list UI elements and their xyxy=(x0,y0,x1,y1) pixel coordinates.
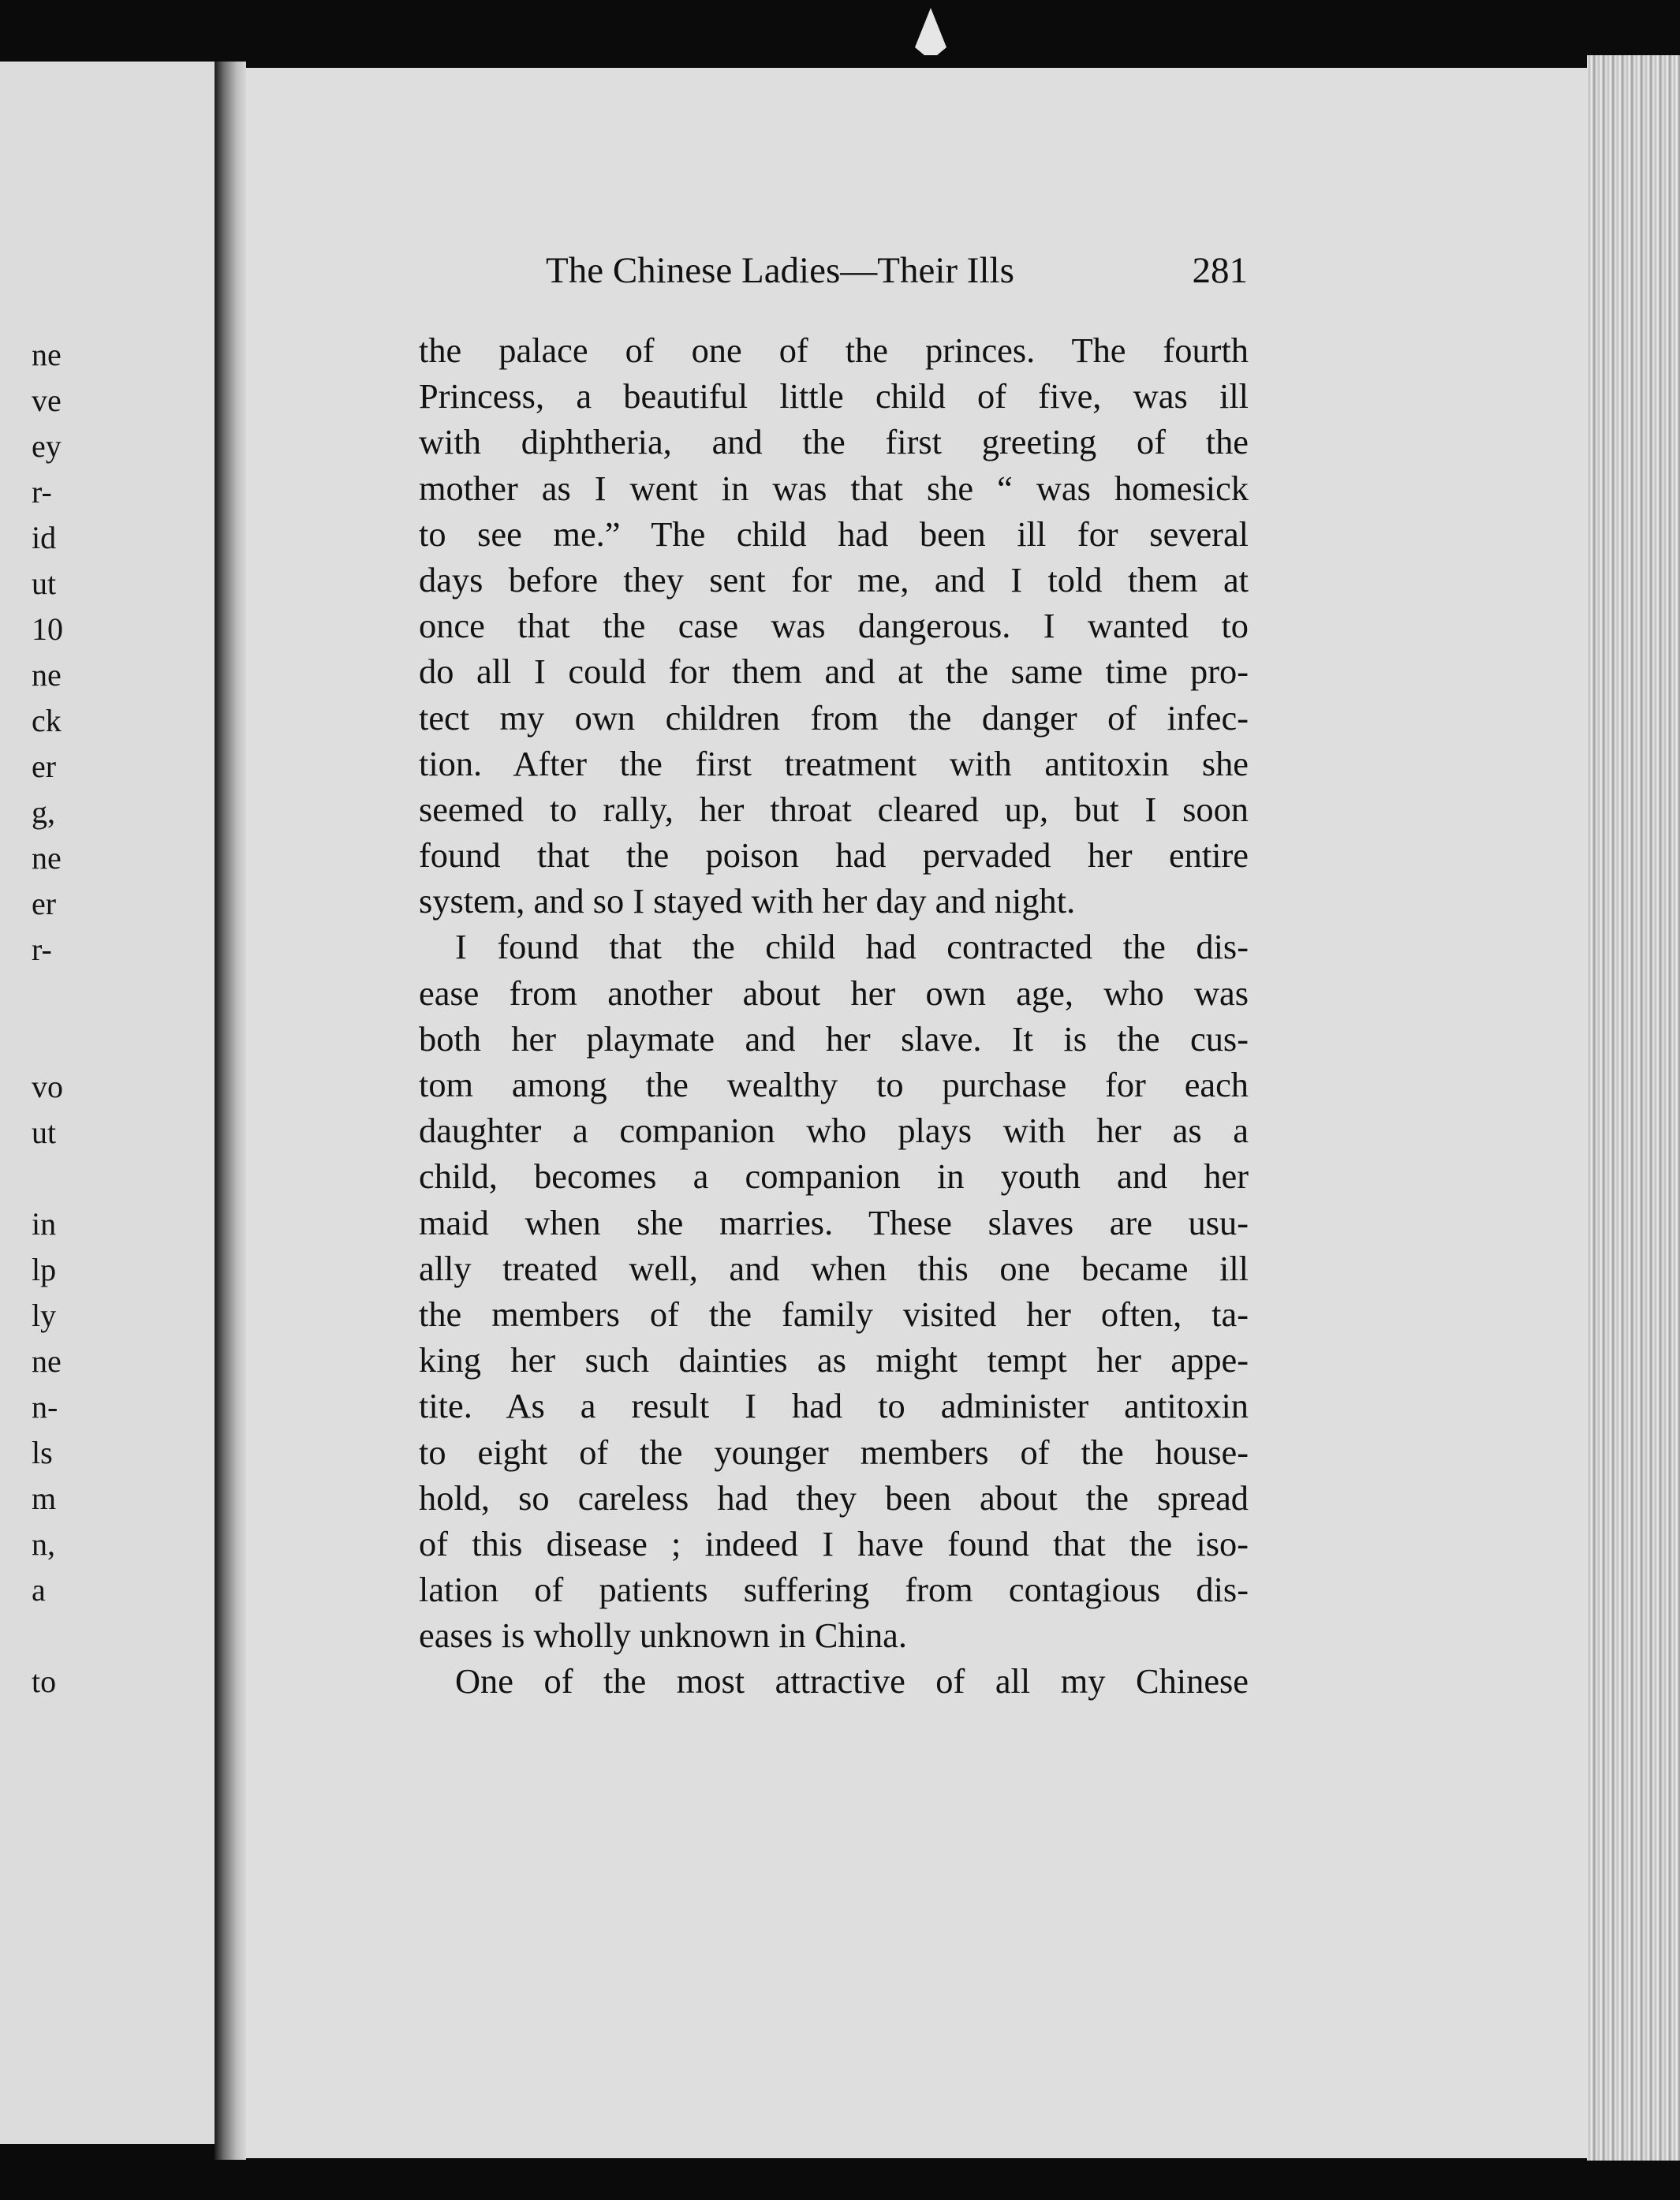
left-page-fragment: ly xyxy=(32,1298,57,1333)
text-line: to see me.” The child had been ill for several xyxy=(419,514,1249,554)
text-line: child, becomes a companion in youth and her xyxy=(419,1156,1249,1197)
book-gutter xyxy=(215,62,246,2160)
left-page-fragment: r- xyxy=(32,474,52,510)
text-line: maid when she marries. These slaves are usu- xyxy=(419,1202,1249,1242)
scan-bottom-edge xyxy=(0,2161,1680,2200)
text-line: found that the poison had pervaded her entire xyxy=(419,835,1249,876)
left-page-fragment: vo xyxy=(32,1069,63,1104)
text-line: daughter a companion who plays with her as a xyxy=(419,1111,1249,1151)
left-page-fragment: ut xyxy=(32,566,57,601)
left-page-fragment: m xyxy=(32,1481,57,1516)
body-text xyxy=(419,327,1249,1705)
text-line: to eight of the younger members of the house- xyxy=(419,1432,1249,1472)
text-line: system, and so I stayed with her day and night. xyxy=(419,881,1076,921)
left-page-fragment: ut xyxy=(32,1115,57,1150)
left-page-fragment: n- xyxy=(32,1389,58,1425)
text-line: Princess, a beautiful little child of five, was ill xyxy=(419,376,1249,416)
left-page-fragment: ne xyxy=(32,657,62,693)
left-page-fragment: ne xyxy=(32,337,62,372)
text-line: do all I could for them and at the same time pro- xyxy=(419,652,1249,692)
text-line: tite. As a result I had to administer antitoxin xyxy=(419,1386,1249,1426)
page-edges xyxy=(1587,55,1680,2185)
text-line: hold, so careless had they been about the spread xyxy=(419,1477,1249,1518)
left-page-fragment: ne xyxy=(32,1343,62,1379)
left-page-fragment: id xyxy=(32,520,57,555)
text-line: the palace of one of the princes. The fourth xyxy=(419,331,1249,370)
running-head xyxy=(546,249,1248,293)
text-line: king her such dainties as might tempt her appe- xyxy=(419,1340,1249,1380)
left-page-fragment: er xyxy=(32,886,57,921)
scan-clip-mark xyxy=(907,0,954,63)
running-title: The Chinese Ladies—Their Ills xyxy=(546,250,1014,291)
left-page-fragment: ve xyxy=(32,383,62,418)
left-page-fragment: r- xyxy=(32,932,52,967)
left-page-fragment: er xyxy=(32,749,57,784)
left-page-fragment: ck xyxy=(32,703,62,738)
left-page-fragment: to xyxy=(32,1664,57,1699)
text-line: ease from another about her own age, who was xyxy=(419,973,1249,1013)
page-number: 281 xyxy=(1192,250,1248,291)
text-line: mother as I went in was that she “ was homesick xyxy=(419,468,1249,508)
text-line: I found that the child had contracted the dis- xyxy=(455,927,1249,967)
left-page-fragment: in xyxy=(32,1206,57,1242)
left-page-fragment: 10 xyxy=(32,611,63,647)
left-page-fragment: lp xyxy=(32,1252,57,1287)
text-line: eases is wholly unknown in China. xyxy=(419,1615,907,1656)
text-line: lation of patients suffering from contagious dis- xyxy=(419,1570,1249,1610)
text-line: seemed to rally, her throat cleared up, but I soon xyxy=(419,789,1249,829)
text-line: with diphtheria, and the first greeting of the xyxy=(419,422,1249,462)
text-line: the members of the family visited her often, ta- xyxy=(419,1294,1249,1334)
text-line: ally treated well, and when this one became ill xyxy=(419,1248,1249,1288)
text-line: days before they sent for me, and I told them at xyxy=(419,559,1249,599)
text-line: tect my own children from the danger of infec- xyxy=(419,697,1249,738)
left-page-fragment: n, xyxy=(32,1526,55,1562)
text-line: One of the most attractive of all my Chinese xyxy=(455,1661,1249,1701)
text-line: tom among the wealthy to purchase for each xyxy=(419,1065,1249,1104)
left-page-fragment: ls xyxy=(32,1435,53,1470)
text-line: once that the case was dangerous. I wanted to xyxy=(419,606,1249,646)
left-page-fragment: a xyxy=(32,1572,46,1608)
left-page-fragment: ey xyxy=(32,428,62,464)
left-page-fragment: ne xyxy=(32,840,62,876)
text-line: of this disease ; indeed I have found that the iso- xyxy=(419,1523,1249,1563)
left-page xyxy=(0,62,215,2144)
text-line: both her playmate and her slave. It is the cus- xyxy=(419,1018,1249,1059)
left-page-fragment: g, xyxy=(32,794,55,830)
text-line: tion. After the first treatment with antitoxin she xyxy=(419,743,1249,783)
